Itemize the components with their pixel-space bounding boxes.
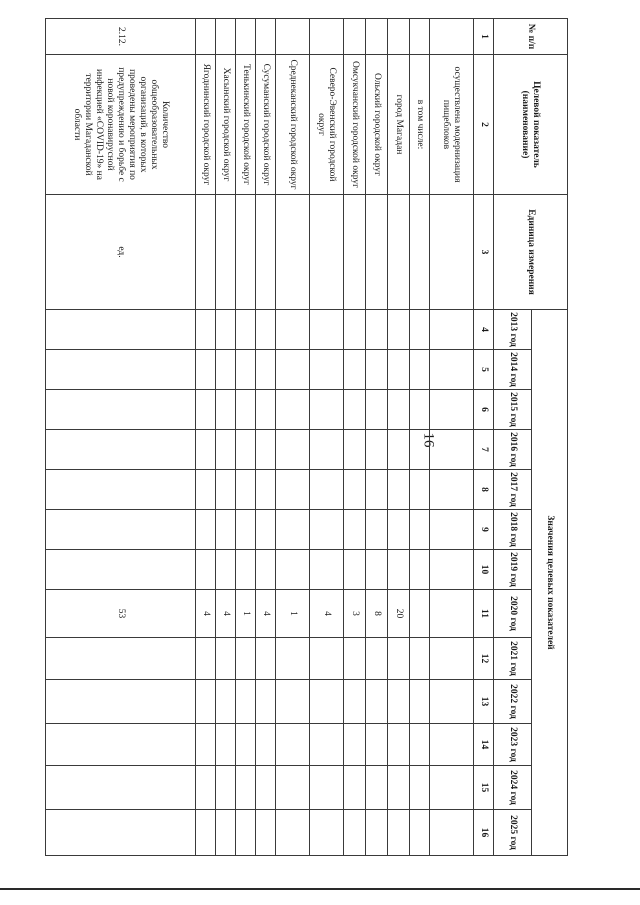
row-value [410,590,430,638]
row-value [236,810,256,856]
row-value [388,390,410,430]
row-value [344,350,366,390]
row-indicator-name: Количество общеобразовательных организаций, в которых проведены мероприятия по предупреждению и борьбе с новой коронавирусной инфекцией «COVID-19» на территории Магаданской области [46,55,196,195]
header-year: 2015 год [494,390,532,430]
row-value [46,550,196,590]
row-value [388,350,410,390]
table-row [216,19,236,856]
row-value [236,550,256,590]
row-value [344,310,366,350]
row-value [236,638,256,680]
row-value [410,766,430,810]
row-value [366,350,388,390]
table-row [344,19,366,856]
row-value [344,510,366,550]
row-value [46,638,196,680]
row-value [344,550,366,590]
rotated-table-container [72,18,568,850]
row-value: 1 [236,590,256,638]
row-value [310,350,344,390]
row-number [236,19,256,55]
header-col-number: 9 [474,510,494,550]
row-value: 20 [388,590,410,638]
row-value [366,680,388,724]
row-value [276,310,310,350]
row-unit [196,195,216,310]
row-value [276,724,310,766]
header-year: 2023 год [494,724,532,766]
row-value [256,470,276,510]
header-year: 2018 год [494,510,532,550]
row-value [388,724,410,766]
table-row [236,19,256,856]
row-value [256,390,276,430]
header-col-number: 11 [474,590,494,638]
row-value [310,390,344,430]
row-value [430,310,474,350]
row-value [410,638,430,680]
row-indicator-name: Среднеканский городской округ [276,55,310,195]
header-col-number: 7 [474,430,494,470]
row-value [310,724,344,766]
row-value [410,390,430,430]
row-value [256,550,276,590]
table-row [46,19,196,856]
row-value [196,390,216,430]
row-indicator-name: в том числе: [410,55,430,195]
row-value [216,350,236,390]
row-indicator-name: Тенькинский городской округ [236,55,256,195]
row-value [46,810,196,856]
row-unit [366,195,388,310]
row-value [46,470,196,510]
row-value [46,510,196,550]
header-col-number: 1 [474,19,494,55]
row-unit [276,195,310,310]
row-value [388,310,410,350]
header-col-number: 16 [474,810,494,856]
row-value [196,430,216,470]
row-value [216,310,236,350]
row-value [236,680,256,724]
row-value [310,810,344,856]
row-unit [430,195,474,310]
row-value [196,766,216,810]
header-num: № п/п [494,19,568,55]
header-col-number: 2 [474,55,494,195]
row-value [366,430,388,470]
row-value [256,766,276,810]
row-value [366,310,388,350]
row-indicator-name: Северо-Эвенский городской округ [310,55,344,195]
row-value [366,810,388,856]
row-value [276,766,310,810]
row-value [410,510,430,550]
row-unit [216,195,236,310]
row-value [310,766,344,810]
row-value [388,638,410,680]
row-value [344,470,366,510]
row-value [196,550,216,590]
row-value [256,724,276,766]
row-value [430,590,474,638]
row-value [388,766,410,810]
row-value [430,510,474,550]
row-value: 53 [46,590,196,638]
row-value [256,510,276,550]
row-value [276,510,310,550]
header-values-group: Значения целевых показателей [532,310,568,856]
row-unit [410,195,430,310]
row-indicator-name: Ольский городской округ [366,55,388,195]
row-value [256,638,276,680]
row-number [196,19,216,55]
row-value [46,390,196,430]
row-value [366,638,388,680]
row-number [276,19,310,55]
row-value [216,638,236,680]
header-col-number: 15 [474,766,494,810]
row-value [344,680,366,724]
header-year: 2025 год [494,810,532,856]
header-col-number: 14 [474,724,494,766]
row-value [388,430,410,470]
row-value [46,350,196,390]
row-value [46,310,196,350]
row-value [276,470,310,510]
row-value [410,680,430,724]
row-value [216,810,236,856]
row-value [216,724,236,766]
row-value [236,430,256,470]
row-value [430,390,474,430]
row-indicator-name: город Магадан [388,55,410,195]
table-row [276,19,310,856]
header-col-number: 8 [474,470,494,510]
row-value [430,680,474,724]
row-value [196,310,216,350]
row-number: 2.12. [46,19,196,55]
bottom-rule [0,888,640,890]
row-number [344,19,366,55]
row-value [366,766,388,810]
row-value: 1 [276,590,310,638]
row-value [256,310,276,350]
header-year: 2024 год [494,766,532,810]
row-value [276,430,310,470]
row-value [236,390,256,430]
row-indicator-name: Хасынский городской округ [216,55,236,195]
row-value [344,638,366,680]
header-col-number: 4 [474,310,494,350]
row-value [196,680,216,724]
row-value [216,390,236,430]
row-value [276,350,310,390]
row-value: 4 [310,590,344,638]
row-value [216,470,236,510]
header-col-number: 5 [474,350,494,390]
row-value [236,510,256,550]
row-value [310,680,344,724]
header-year: 2020 год [494,590,532,638]
table-row [310,19,344,856]
header-col-number: 3 [474,195,494,310]
row-value [236,350,256,390]
row-value [410,470,430,510]
header-year: 2017 год [494,470,532,510]
row-value [196,724,216,766]
row-value [388,680,410,724]
header-col-number: 12 [474,638,494,680]
row-value: 4 [256,590,276,638]
row-value [366,724,388,766]
table-row [366,19,388,856]
row-value [310,638,344,680]
row-indicator-name: Сусуманский городской округ [256,55,276,195]
row-value [310,470,344,510]
row-value [196,638,216,680]
row-value [276,638,310,680]
row-number [216,19,236,55]
row-value [410,310,430,350]
header-col-number: 13 [474,680,494,724]
row-value [310,510,344,550]
row-value: 3 [344,590,366,638]
header-year: 2016 год [494,430,532,470]
row-unit: ед. [46,195,196,310]
header-col-number: 10 [474,550,494,590]
row-value [276,550,310,590]
row-value [430,550,474,590]
row-value [388,810,410,856]
header-year: 2019 год [494,550,532,590]
table-row [430,19,474,856]
row-value [388,550,410,590]
row-unit [256,195,276,310]
header-year: 2014 год [494,350,532,390]
row-value [276,680,310,724]
row-value [430,470,474,510]
row-indicator-name: Омсукчанский городской округ [344,55,366,195]
row-indicator-name: осуществлена модернизация пищеблоков [430,55,474,195]
row-value [366,550,388,590]
row-value [196,470,216,510]
header-year: 2021 год [494,638,532,680]
row-value [276,810,310,856]
indicators-table [45,18,568,856]
header-col-number: 6 [474,390,494,430]
row-value [236,724,256,766]
row-value [236,310,256,350]
row-value [430,810,474,856]
row-value [344,724,366,766]
row-value [46,766,196,810]
row-value [410,430,430,470]
row-value [366,510,388,550]
table-row [256,19,276,856]
row-value [216,430,236,470]
row-value [430,638,474,680]
row-value [430,724,474,766]
row-value [344,430,366,470]
table-row [410,19,430,856]
row-value [410,350,430,390]
row-value: 4 [196,590,216,638]
row-value [256,680,276,724]
row-number [410,19,430,55]
row-value [256,810,276,856]
row-number [366,19,388,55]
row-value [366,390,388,430]
row-value [430,430,474,470]
row-value [256,350,276,390]
row-number [388,19,410,55]
header-year: 2013 год [494,310,532,350]
header-unit: Единица измерения [494,195,568,310]
row-value [216,550,236,590]
row-value [344,390,366,430]
header-year: 2022 год [494,680,532,724]
row-value [310,430,344,470]
row-value [410,724,430,766]
row-indicator-name: Ягоднинский городской округ [196,55,216,195]
row-unit [344,195,366,310]
header-indicator: Целевой показатель (наименование) [494,55,568,195]
row-value [256,430,276,470]
table-row [196,19,216,856]
row-value [196,510,216,550]
page-number: 16 [420,432,437,448]
row-unit [310,195,344,310]
row-value [366,470,388,510]
row-value [410,810,430,856]
row-value [388,470,410,510]
row-value [310,310,344,350]
row-value: 4 [216,590,236,638]
row-value [236,766,256,810]
row-number [256,19,276,55]
row-value [310,550,344,590]
row-value [196,350,216,390]
row-value [46,680,196,724]
row-value [46,430,196,470]
row-value [236,470,256,510]
row-value [276,390,310,430]
row-value [196,810,216,856]
row-unit [388,195,410,310]
table-row [388,19,410,856]
row-value [344,766,366,810]
row-value [216,680,236,724]
row-number [310,19,344,55]
row-value [388,510,410,550]
row-unit [236,195,256,310]
row-value [410,550,430,590]
row-value [46,724,196,766]
row-value: 8 [366,590,388,638]
row-value [430,350,474,390]
row-value [216,766,236,810]
row-number [430,19,474,55]
row-value [344,810,366,856]
row-value [216,510,236,550]
row-value [430,766,474,810]
